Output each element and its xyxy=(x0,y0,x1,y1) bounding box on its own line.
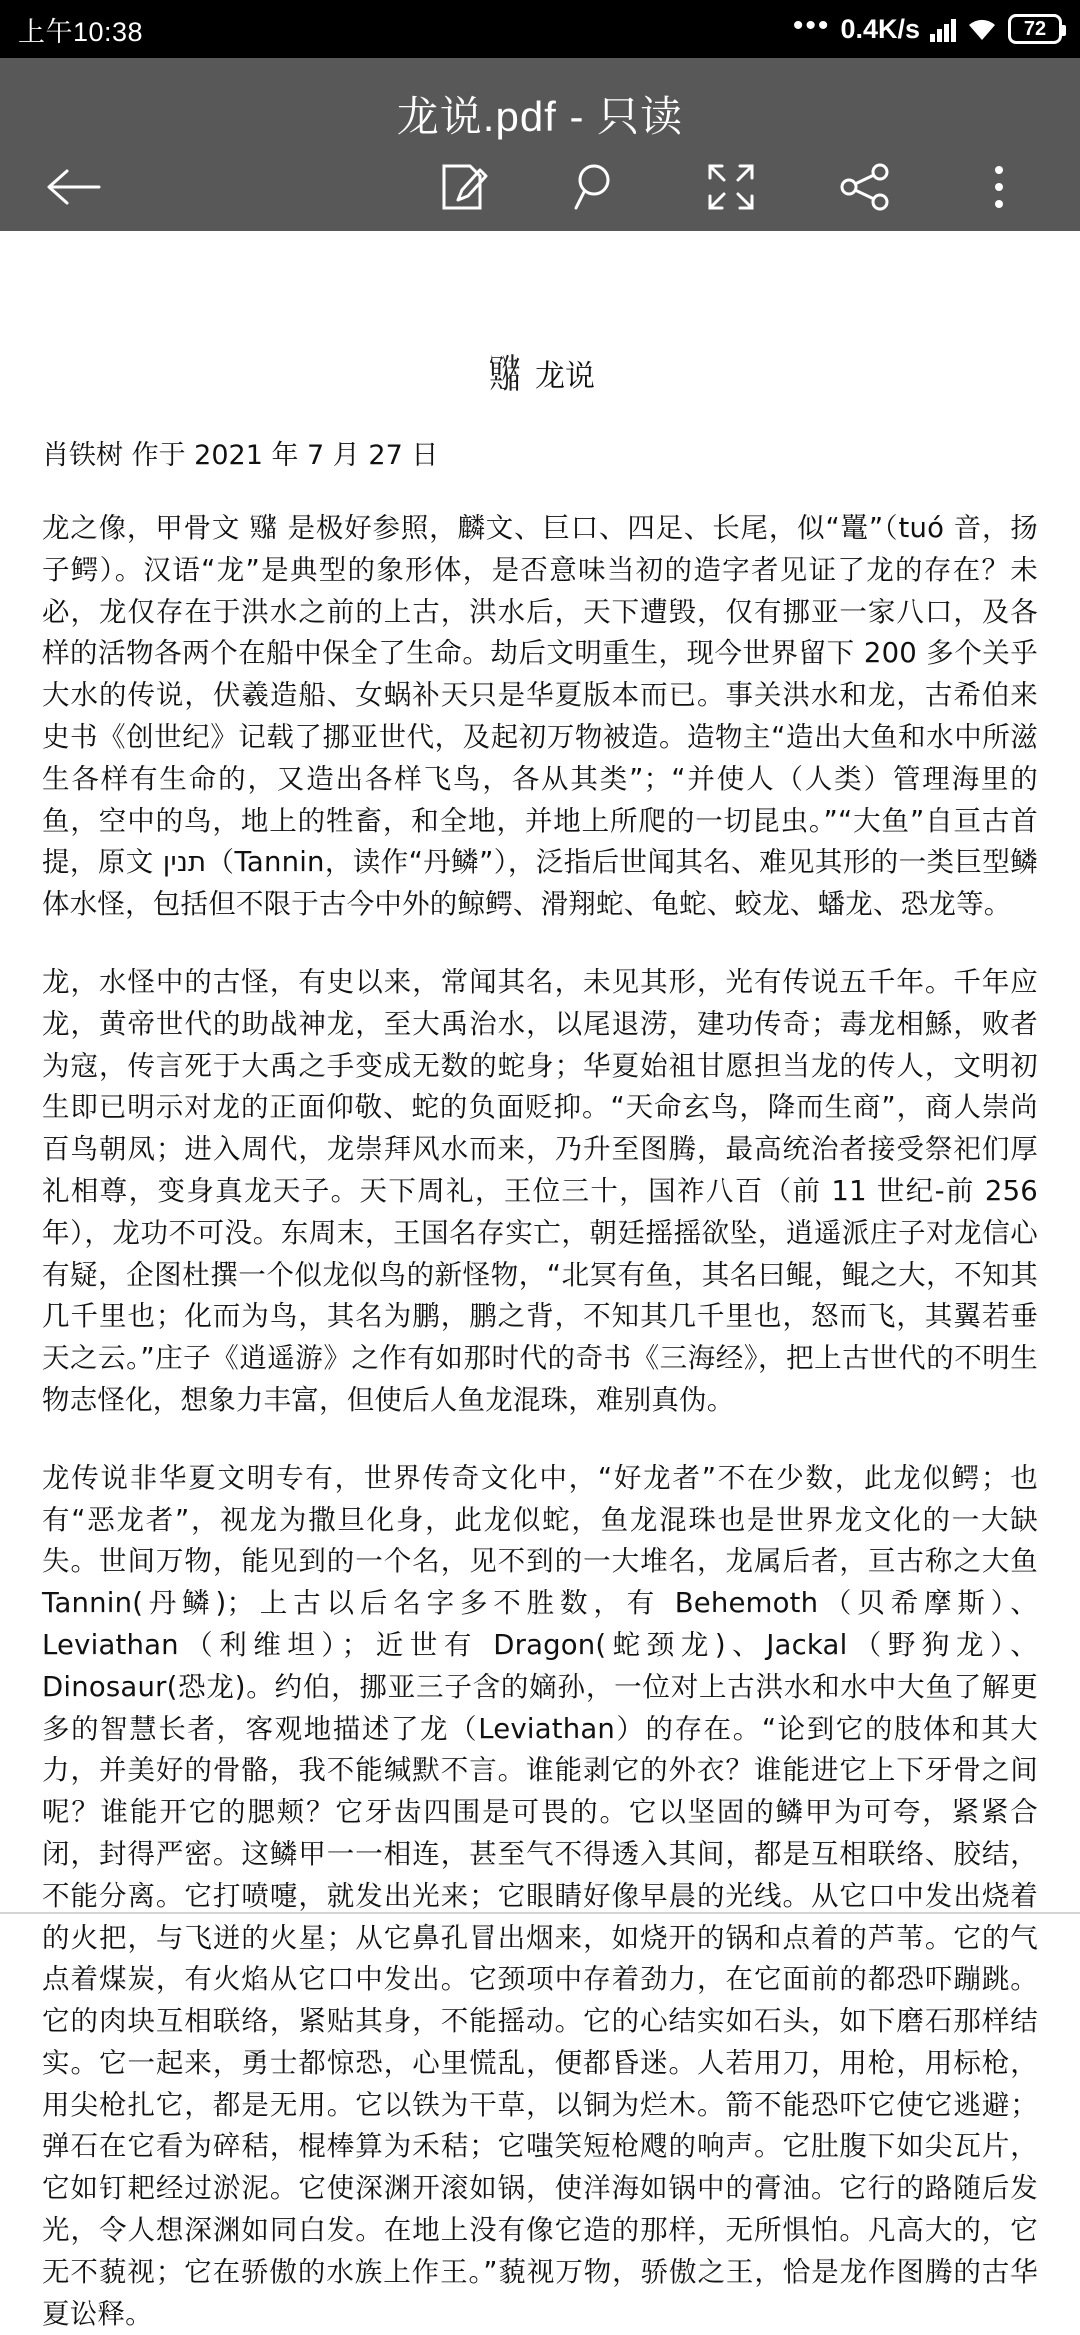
share-icon[interactable] xyxy=(826,148,904,226)
toolbar xyxy=(0,144,1080,230)
document-paragraph-3: 龙传说非华夏文明专有，世界传奇文化中，“好龙者”不在少数，此龙似鳄；也有“恶龙者”，视龙为撒旦化身，此龙似蛇，鱼龙混珠也是世界龙文化的一大缺失。世间万物，能见到的一个名，见不到的一大堆名，龙属后者，亘古称之大鱼 Tannin(丹鳞)；上古以后名字多不胜数，有 Behemoth（贝希摩斯）、Leviathan（利维坦）；近世有 Dragon(蛇颈龙)、Jackal（野狗龙）、Dinosaur(恐龙)。约伯，挪亚三子含的嫡孙，一位对上古洪水和水中大鱼了解更多的智慧长者，客观地描述了龙（Leviathan）的存在。“论到它的肢体和其大力，并美好的骨骼，我不能缄默不言。谁能剥它的外衣？谁能进它上下牙骨之间呢？谁能开它的腮颊？它牙齿四围是可畏的。它以坚固的鳞甲为可夸，紧紧合闭，封得严密。这鳞甲一一相连，甚至气不得透入其间，都是互相联络、胶结，不能分离。它打喷嚏，就发出光来；它眼睛好像早晨的光线。从它口中发出烧着的火把，与飞迸的火星；从它鼻孔冒出烟来，如烧开的锅和点着的芦苇。它的气点着煤炭，有火焰从它口中发出。它颈项中存着劲力，在它面前的都恐吓蹦跳。它的肉块互相联络，紧贴其身，不能摇动。它的心结实如石头，如下磨石那样结实。它一起来，勇士都惊恐，心里慌乱，便都昏迷。人若用刀，用枪，用标枪，用尖枪扎它，都是无用。它以铁为干草，以铜为烂木。箭不能恐吓它使它逃避；弹石在它看为碎秸，棍棒算为禾秸；它嗤笑短枪飕的响声。它肚腹下如尖瓦片，它如钉耙经过淤泥。它使深渊开滚如锅，使洋海如锅中的膏油。它行的路随后发光，令人想深渊如同白发。在地上没有像它造的那样，无所惧怕。凡高大的，它无不藐视；它在骄傲的水族上作王。”藐视万物，骄傲之王，恰是龙作图腾的古华夏讼释。 xyxy=(42,1461,1038,2330)
notification-dots-icon: ••• xyxy=(792,9,831,42)
battery-level-label: 72 xyxy=(1023,17,1047,40)
status-bar xyxy=(0,0,1080,58)
document-heading xyxy=(42,351,1038,398)
network-speed-label: 0.4K/s xyxy=(840,13,920,44)
document-paragraph-1: 龙之像，甲骨文 𤣘 是极好参照，麟文、巨口、四足、长尾，似“鼍”（tuó 音，扬子鳄）。汉语“龙”是典型的象形体，是否意味当初的造字者见证了龙的存在？未必，龙仅存在于洪水之前的上古，洪水后，天下遭毁，仅有挪亚一家八口，及各样的活物各两个在船中保全了生命。劫后文明重生，现今世界留下 200 多个关乎大水的传说，伏羲造船、女蜗补天只是华夏版本而已。事关洪水和龙，古希伯来史书《创世纪》记载了挪亚世代，及起初万物被造。造物主“造出大鱼和水中所滋生各样有生命的，又造出各样飞鸟，各从其类”；“并使人（人类）管理海里的鱼，空中的鸟，地上的牲畜，和全地，并地上所爬的一切昆虫。”“大鱼”自亘古首提，原文 תנין（Tannin，读作“丹鳞”），泛指后世闻其名、难见其形的一类巨型鳞体水怪，包括但不限于古今中外的鲸鳄、滑翔蛇、龟蛇、蛟龙、蟠龙、恐龙等。 xyxy=(42,512,1038,921)
document-page[interactable] xyxy=(0,351,1080,2335)
battery-icon xyxy=(1008,14,1062,44)
page-title: 龙说.pdf - 只读 xyxy=(396,93,684,140)
document-paragraph-2: 龙，水怪中的古怪，有史以来，常闻其名，未见其形，光有传说五千年。千年应龙，黄帝世代的助战神龙，至大禹治水，以尾退涝，建功传奇；毒龙相鯀，败者为寇，传言死于大禹之手变成无数的蛇身；华夏始祖甘愿担当龙的传人，文明初生即已明示对龙的正面仰敬、蛇的负面贬抑。“天命玄鸟，降而生商”，商人崇尚百鸟朝凤；进入周代，龙崇拜风水而来，乃升至图腾，最高统治者接受祭祀们厚礼相尊，变身真龙天子。天下周礼，王位三十，国祚八百（前 11 世纪-前 256 年），龙功不可没。东周末，王国名存实亡，朝廷摇摇欲坠，逍遥派庄子对龙信心有疑，企图杜撰一个似龙似鸟的新怪物，“北冥有鱼，其名曰鲲，鲲之大，不知其几千里也；化而为鸟，其名为鹏，鹏之背，不知其几千里也，怒而飞，其翼若垂天之云。”庄子《逍遥游》之作有如那时代的奇书《三海经》，把上古世代的不明生物志怪化，想象力丰富，但使后人鱼龙混珠，难别真伪。 xyxy=(42,965,1038,1416)
document-title: 龙说 xyxy=(535,359,595,394)
status-time: 上午10:38 xyxy=(18,16,144,47)
back-arrow-icon[interactable] xyxy=(34,148,112,226)
more-options-icon[interactable] xyxy=(960,148,1038,226)
signal-icon xyxy=(930,16,956,42)
fullscreen-icon[interactable] xyxy=(692,148,770,226)
page-bottom-edge xyxy=(0,1912,1080,1914)
document-byline: 肖铁树 作于 2021 年 7 月 27 日 xyxy=(42,440,439,471)
edit-document-icon[interactable] xyxy=(424,148,502,226)
status-indicators xyxy=(792,9,1062,45)
app-bar xyxy=(0,58,1080,231)
oracle-bone-dragon-glyph: 𤣘 xyxy=(489,352,521,398)
wifi-icon xyxy=(966,16,998,42)
search-icon[interactable] xyxy=(558,148,636,226)
